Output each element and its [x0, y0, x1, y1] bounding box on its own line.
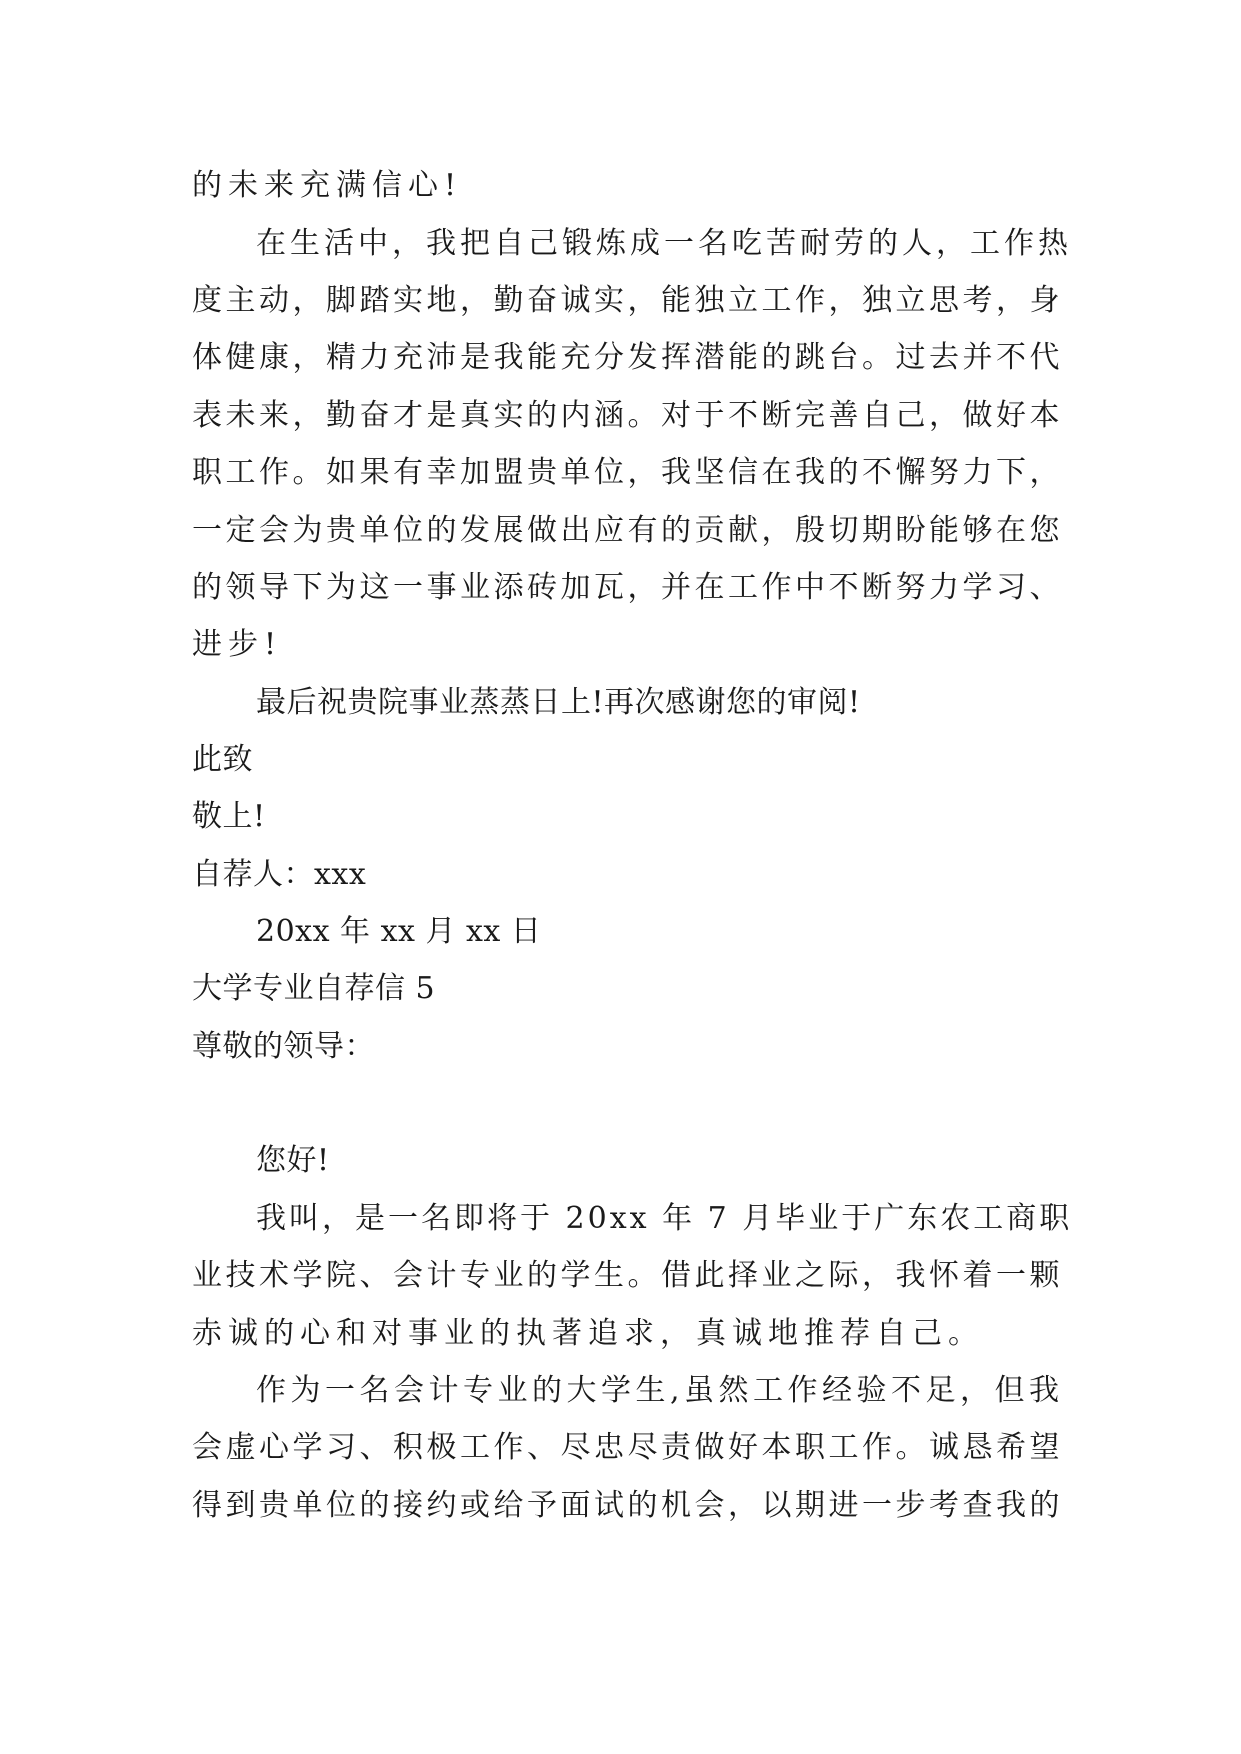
text-line: 体健康，精力充沛是我能充分发挥潜能的跳台。过去并不代 — [192, 340, 1063, 375]
text-line: 度主动，脚踏实地，勤奋诚实，能独立工作，独立思考，身 — [192, 283, 1063, 318]
closing-wish: 最后祝贵院事业蒸蒸日上!再次感谢您的审阅! — [256, 685, 861, 720]
greeting-recipient: 尊敬的领导： — [192, 1029, 375, 1064]
text-line: 表未来，勤奋才是真实的内涵。对于不断完善自己，做好本 — [192, 398, 1063, 433]
signature-line: 自荐人：xxx — [192, 857, 367, 892]
date-line: 20xx 年 xx 月 xx 日 — [256, 914, 542, 949]
text-line: 职工作。如果有幸加盟贵单位，我坚信在我的不懈努力下， — [192, 455, 1063, 490]
text-line: 业技术学院、会计专业的学生。借此择业之际，我怀着一颗 — [192, 1258, 1063, 1293]
section-title: 大学专业自荐信 5 — [192, 971, 436, 1006]
text-line: 的领导下为这一事业添砖加瓦，并在工作中不断努力学习、 — [192, 570, 1063, 605]
text-line: 进步! — [192, 627, 283, 662]
text-line: 一定会为贵单位的发展做出应有的贡献，殷切期盼能够在您 — [192, 513, 1063, 548]
paragraph-first-line: 我叫，是一名即将于 20xx 年 7 月毕业于广东农工商职 — [256, 1201, 1073, 1236]
text-line: 的未来充满信心! — [192, 168, 463, 203]
text-line: 得到贵单位的接约或给予面试的机会，以期进一步考查我的 — [192, 1488, 1063, 1523]
salutation-respect: 敬上! — [192, 799, 266, 834]
paragraph-first-line: 在生活中，我把自己锻炼成一名吃苦耐劳的人，工作热 — [256, 226, 1072, 261]
salutation-close: 此致 — [192, 742, 253, 777]
paragraph-first-line: 作为一名会计专业的大学生,虽然工作经验不足，但我 — [256, 1373, 1064, 1408]
text-line: 会虚心学习、积极工作、尽忠尽责做好本职工作。诚恳希望 — [192, 1430, 1063, 1465]
greeting-hello: 您好! — [256, 1143, 330, 1178]
text-line: 赤诚的心和对事业的执著追求，真诚地推荐自己。 — [192, 1316, 984, 1351]
